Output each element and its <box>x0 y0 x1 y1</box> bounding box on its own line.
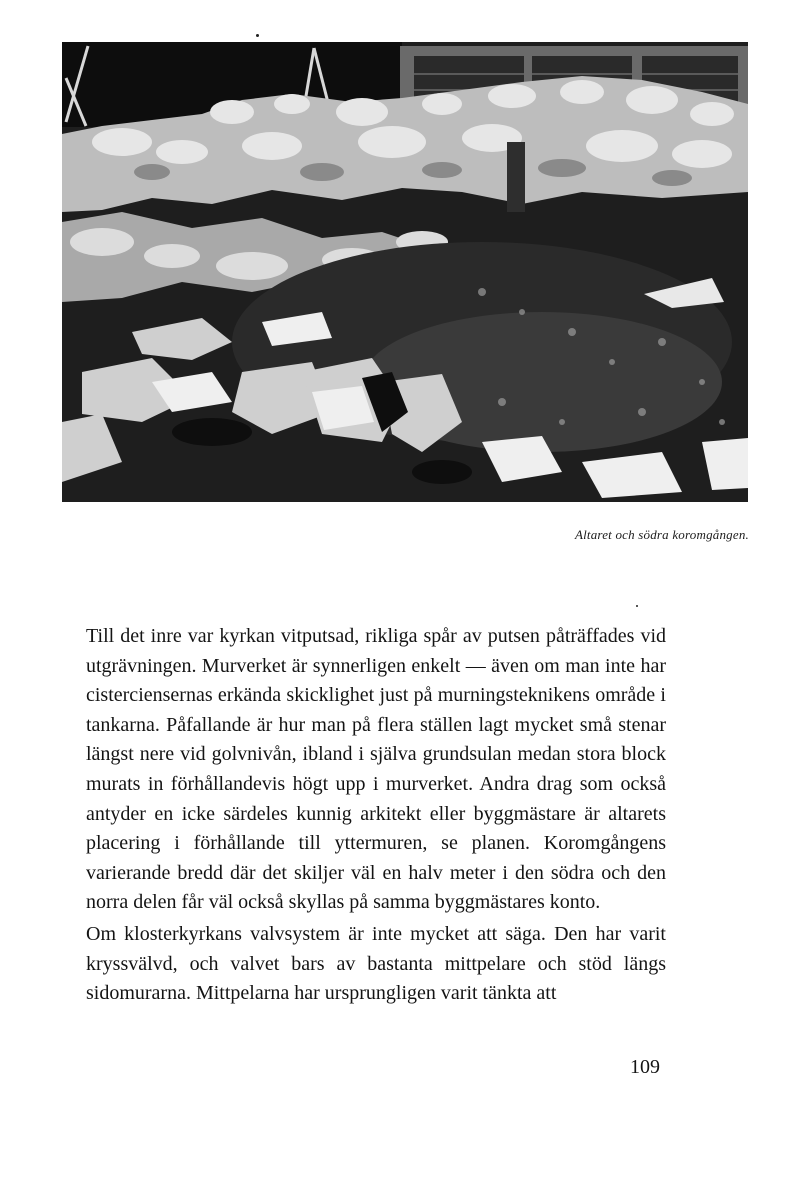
page-number: 109 <box>630 1056 660 1078</box>
paragraph: Om klosterkyrkans valvsystem är inte mycket att säga. Den har varit kryssvälvd, och valvet bars av bastanta mittpelare och stöd längs sidomurarna. Mittpelarna har ursprungligen varit tänkta att <box>86 922 666 1005</box>
body-text <box>86 622 666 1009</box>
print-speck <box>636 605 638 607</box>
paragraph: Till det inre var kyrkan vitputsad, rikliga spår av putsen påträffades vid utgrävningen. Murverket är synnerligen enkelt — även om man inte har cisterciensernas erkända skicklighet just på murningsteknikens område i tankarna. Påfallande är hur man på flera ställen lagt mycket små stenar längst nere vid golvnivån, ibland i själva grundsulan medan stora block murats in förhållandevis högt upp i murverket. Andra drag som också antyder en icke särdeles kunnig arkitekt eller byggmästare är altarets placering i förhållande till yttermuren, se planen. Koromgångens varierande bredd där det skiljer väl en halv meter i den södra och den norra delen får väl också skyllas på samma byggmästares konto. <box>86 625 666 914</box>
ruins-photo-illustration <box>62 42 748 502</box>
photo-caption: Altaret och södra koromgången. <box>574 527 749 542</box>
photograph <box>62 42 748 502</box>
print-speck <box>256 34 259 37</box>
